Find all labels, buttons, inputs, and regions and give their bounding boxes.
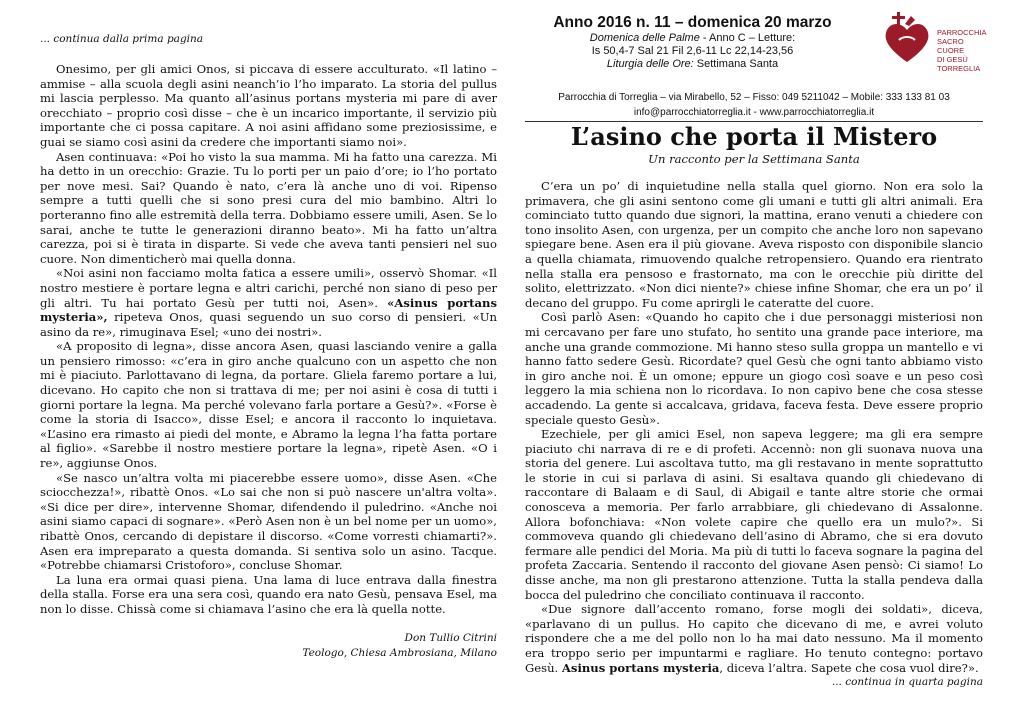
left-paragraph-3-text: «Noi asini non facciamo molta fatica a essere umili», osservò Shomar. «Il nostro mestiere è portare legna e altri carichi, perché non siano di peso per gli altri. Tu hai portato Gesù per tutti noi, Asen».: [40, 266, 497, 310]
asinus-portans-bold: «Asinus portans mysteria»,: [40, 295, 497, 325]
sunday-name: Domenica delle Palme: [589, 32, 700, 44]
readings-intro: [525, 32, 860, 45]
article-paragraph-4-after: , diceva l’altra. Sapete che cosa vuol dire?».: [719, 660, 979, 675]
left-paragraph-3-after: ripeteva Onos, quasi seguendo un suo corso di pensieri. «Un asino da re», rimuginava Esel; «uno dei nostri».: [40, 310, 497, 339]
article-paragraph-4-text: «Due signore dall’accento romano, forse mogli dei soldati», diceva, «parlavano di un pullus. Ho capito che dicevano di me, e avrei voluto rispondere che a me del pollo non lo ha mai dato nessuno. Ma il momento era troppo serio per impuntarmi e ragliare. Ho tenuto contegno: portavo Gesù.: [525, 602, 983, 675]
liturgy-week: Settimana Santa: [693, 58, 779, 70]
sacred-heart-icon: [877, 10, 937, 70]
year-readings: - Anno C – Letture:: [699, 32, 796, 44]
continued-from-note: ... continua dalla prima pagina: [40, 33, 204, 45]
readings-list: Is 50,4-7 Sal 21 Fil 2,6-11 Lc 22,14-23,56: [591, 45, 794, 57]
article-title: L’asino che porta il Mistero: [570, 122, 938, 151]
issue-line: Anno 2016 n. 11 – domenica 20 marzo: [553, 14, 832, 31]
logo-text-line-1: PARROCCHIA: [937, 28, 987, 37]
left-paragraph-6: La luna era ormai quasi piena. Una lama di luce entrava dalla finestra della stalla. Forse era una sera così, quando era nato Gesù, pensava Esel, ma non lo disse. Chissà come si chiamava l’asino che era là quella notte.: [40, 572, 497, 616]
asinus-portans-mysteria-bold: Asinus portans mysteria: [561, 660, 720, 675]
left-paragraph-1: Onesimo, per gli amici Onos, si piccava di essere acculturato. «Il latino – ammise – alla scuola degli asini neanch’io l’ho imparato. La storia del pullus mi lascia perplesso. Ma quanto all’asinus portans mysteria mi pare di aver orecchiato – proprio così disse – che è un incarico importante, il servizio più importante che ci possa capitare. A noi asini affidano some preziosissime, e guai se siamo così asini da credere che importanti siamo noi».: [40, 62, 497, 149]
masthead-text: [525, 14, 860, 71]
article-paragraph-2: Così parlò Asen: «Quando ho capito che i due personaggi misteriosi non mi cercavano per fare uno stufato, ho sentito una grande pace interiore, ma anche una grande commozione. Mi hanno steso sulla groppa un mantello e vi hanno fatto sedere Gesù. Ricordate? quel Gesù che ogni tanto abbiamo visto in giro anche noi. È un omone; eppure un giogo così soave e un peso così leggero la mia schiena non lo ricordava. Io non capivo bene che cosa stesse accadendo. La gente si accalcava, gridava, faceva festa. Deve essere proprio speciale questo Gesù».: [525, 310, 983, 427]
left-paragraph-4: «A proposito di legna», disse ancora Asen, quasi lasciando venire a galla un pensiero rimosso: «c’era in giro anche qualcuno con un aspetto che non mi è piaciuto. Parlottavano di legna, da portare. Gliela faremo portare a lui, dicevano. Ho capito che non si trattava di me; per noi asini è cosa di tutti i giorni portare la legna. Ma perché volevano farla portare a Gesù?». «Forse è come la storia di Isacco», disse Esel; e ancora il racconto lo inquietava. «L’asino era rimasto ai piedi del monte, e Abramo la legna l’ha fatta portare al figlio». «Sarebbe il nostro mestiere portare la legna», ripetè Asen. «O i re», aggiunse Onos.: [40, 339, 497, 471]
signature-role: Teologo, Chiesa Ambrosiana, Milano: [302, 646, 497, 659]
logo-text-line-4: TORREGLIA: [937, 64, 981, 73]
parish-contacts: [525, 90, 983, 120]
masthead-divider: [525, 121, 983, 122]
signature-name: Don Tullio Citrini: [404, 631, 497, 644]
article-subtitle: Un racconto per la Settimana Santa: [648, 152, 860, 166]
left-paragraph-3: [40, 266, 497, 339]
left-paragraph-5: «Se nasco un’altra volta mi piacerebbe essere uomo», disse Asen. «Che sciocchezza!», ribattè Onos. «Lo sai che non si può nascere un'altra volta». «Si dice per dire», intervenne Shomar, difendendo il puledrino. «Anche noi asini siamo capaci di sognare». «Però Asen non è un bel nome per un uomo», ribattè Onos, cercando di depistare il discorso. «Come vorresti chiamarti?». Asen era impreparato a questa domanda. Si sentiva solo un asino. Tacque. «Potrebbe chiamarsi Cristoforo», concluse Shomar.: [40, 470, 497, 573]
article-paragraph-4: [525, 602, 983, 675]
logo-text-line-2: SACRO CUORE: [937, 37, 965, 55]
article-paragraph-1: C’era un po’ di inquietudine nella stalla quel giorno. Non era solo la primavera, che gli asini sentono come gli umani e tutti gli altri animali. Era cominciato tutto quando due signori, la mattina, erano venuti a chiedere con tono insolito Asen, con urgenza, per un compito che anche loro non sapevano spiegare bene. Asen era il più giovane. Aveva risposto con disponibile slancio a quella chiamata, rimuovendo qualche retropensiero. Quando era rientrato nella stalla era pensoso e frastornato, ma con le orecchie più diritte del solito, elettrizzato. «Non dici niente?» chiese infine Shomar, che era un po’ il decano del gruppo. Fu come aprirgli le cateratte del cuore.: [525, 179, 983, 310]
continued-to-note: ... continua in quarta pagina: [831, 676, 983, 689]
left-paragraph-2: Asen continuava: «Poi ho visto la sua mamma. Mi ha fatto una carezza. Mi ha detto in un orecchio: Grazie. Tu lo porti per un paio d’ore; io l’ho portato per nove mesi. Sai? Quando è nato, c’era là anche uno di voi. Ripenso sempre a tutti quelli che si sono presi cura del mio bambino. Altri lo porteranno fino alle estremità della terra. Dobbiamo essere umili, Asen. Se lo sarai, anche te tutte le generazioni diranno beato». Mi ha fatto un’altra carezza, poi si è tirata in disparte. Si vede che aveva tanti pensieri nel suo cuore. Non dimenticherò mai quella donna.: [40, 149, 497, 266]
parish-address: Parrocchia di Torreglia – via Mirabello, 52 – Fisso: 049 5211042 – Mobile: 333 133 81 03: [558, 92, 950, 103]
left-column: [40, 33, 497, 661]
liturgy-line: [525, 58, 860, 71]
parish-email-web: info@parrocchiatorreglia.it - www.parrocchiatorreglia.it: [633, 107, 875, 118]
article-paragraph-3: Ezechiele, per gli amici Esel, non sapeva leggere; ma gli era sempre piaciuto chi narrava di re e di profeti. Accennò: non gli suonava nuova una storia del genere. Lui ascoltava tutto, ma gli restavano in mente soprattutto le storie in cui si parlava di asini. Si esaltava quando gli chiedevano di raccontare di Balaam e di Saul, di Abigail e tante altre storie che ormai conosceva a memoria. Per farlo arrabbiare, gli chiedevano di Assalonne. Allora bofonchiava: «Non volete capire che quello era un mulo?». Si commoveva quando gli chiedevano dell’asino di Abramo, che si era dovuto fermare alle pendici del Moria. Ma più di tutti lo faceva sognare la pagina del profeta Zaccaria. Sentendo il racconto del giovane Asen pensò: Ci siamo! Lo disse anche, ma non gli prestarono attenzione. Tutta la stalla pendeva dalla bocca del puledrino che conciliato continuava il racconto.: [525, 427, 983, 602]
logo-text-line-3: DI GESÙ: [937, 55, 968, 64]
masthead: [525, 0, 987, 122]
logo-text: [937, 28, 987, 73]
right-column: [525, 0, 987, 690]
liturgy-label: Liturgia delle Ore:: [606, 58, 694, 70]
parish-logo: [877, 10, 987, 73]
